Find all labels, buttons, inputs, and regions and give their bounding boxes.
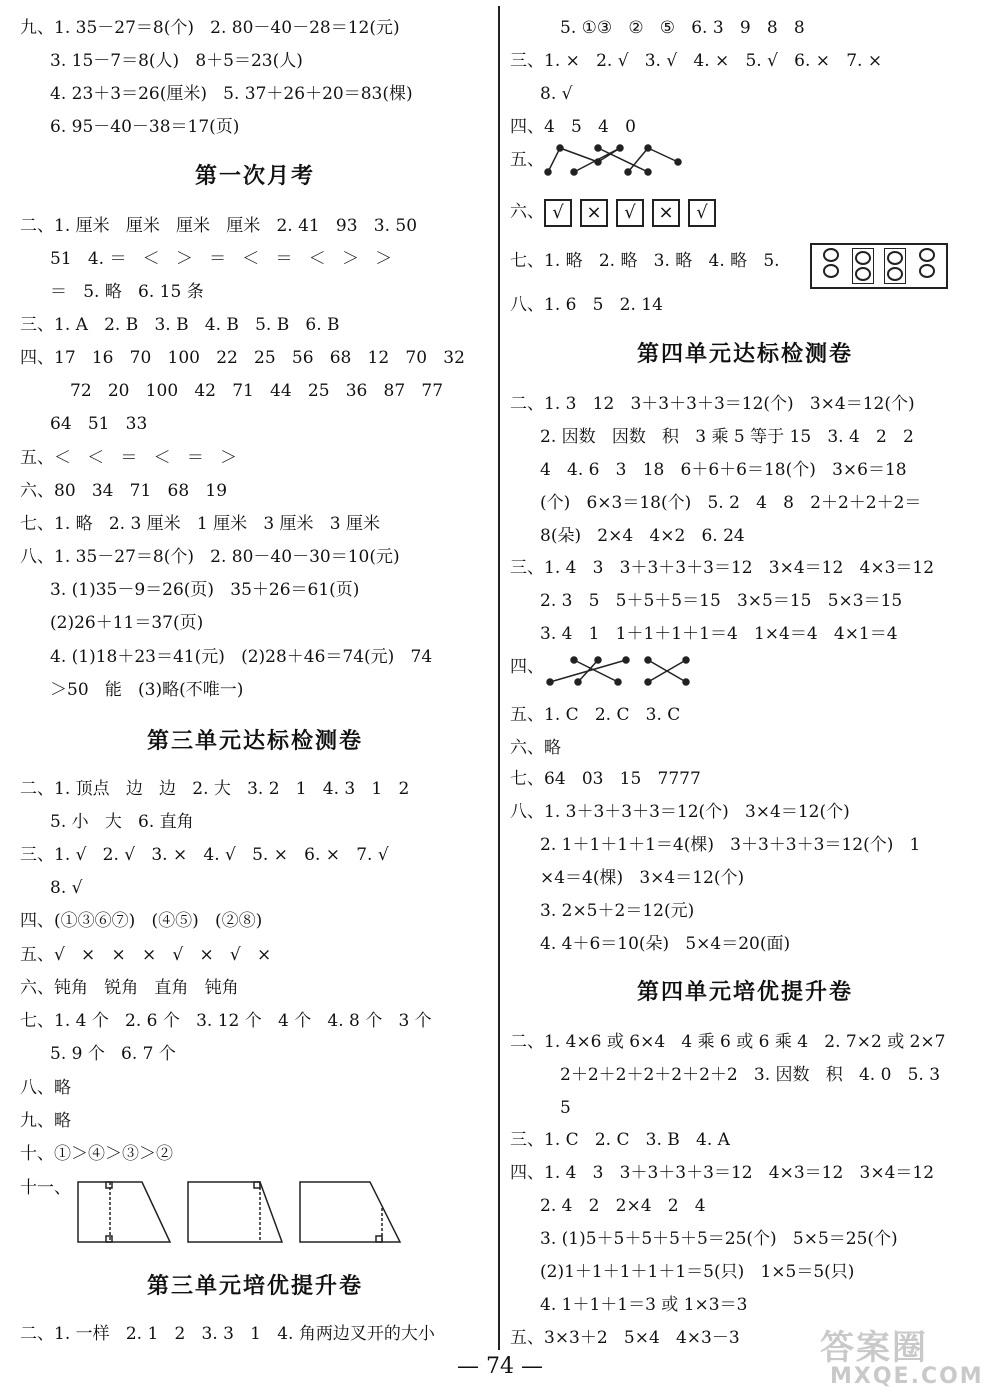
text-line: ＞50 能 (3)略(不唯一) (50, 680, 244, 700)
watermark-title: 答案圈 (820, 1328, 928, 1368)
text-line: ＝ 5. 略 6. 15 条 (50, 282, 204, 302)
bead-column (884, 248, 906, 284)
text-line: 四、4 5 4 0 (510, 117, 636, 137)
text-line: 二、1. 4×6 或 6×4 4 乘 6 或 6 乘 4 2. 7×2 或 2×7 (510, 1032, 946, 1052)
text-line: 四、(①③⑥⑦) (④⑤) (②⑧) (20, 911, 263, 931)
text-line: 2. 1＋1＋1＋1＝4(棵) 3＋3＋3＋3＝12(个) 1 (540, 835, 921, 855)
text-line: 四、1. 4 3 3＋3＋3＋3＝12 4×3＝12 3×4＝12 (510, 1163, 935, 1183)
abacus-figure (810, 243, 948, 289)
text-line: 七、1. 略 2. 略 3. 略 4. 略 5. (510, 251, 780, 271)
text-line: 二、1. 顶点 边 边 2. 大 3. 2 1 4. 3 1 2 (20, 779, 410, 799)
watermark-logo (820, 1320, 990, 1396)
text-line: 3. 15－7＝8(人) 8＋5＝23(人) (50, 51, 303, 71)
text-line: 八、1. 6 5 2. 14 (510, 295, 663, 315)
text-line: 4. (1)18＋23＝41(元) (2)28＋46＝74(元) 74 (50, 647, 433, 667)
text-line: 三、1. × 2. √ 3. √ 4. × 5. √ 6. × 7. × (510, 51, 883, 71)
text-line: 七、1. 略 2. 3 厘米 1 厘米 3 厘米 3 厘米 (20, 514, 380, 534)
text-line: ×4＝4(棵) 3×4＝12(个) (540, 868, 745, 888)
page-number: — 74 — (457, 1354, 543, 1379)
text-line: 2. 因数 因数 积 3 乘 5 等于 15 3. 4 2 2 (540, 427, 914, 447)
answer-box: × (652, 199, 680, 227)
column-divider (498, 6, 500, 1350)
section-heading: 第三单元培优提升卷 (146, 1274, 363, 1299)
text-line: 2. 4 2 2×4 2 4 (540, 1196, 706, 1216)
text-line: 三、1. √ 2. √ 3. × 4. √ 5. × 6. × 7. √ (20, 845, 389, 865)
text-line: 二、1. 3 12 3＋3＋3＋3＝12(个) 3×4＝12(个) (510, 394, 915, 414)
text-line: 4. 1＋1＋1＝3 或 1×3＝3 (540, 1295, 748, 1315)
text-line: 十一、 (20, 1178, 71, 1198)
text-line: 十、①＞④＞③＞② (20, 1144, 173, 1164)
bead-column (820, 248, 842, 284)
answer-box: × (580, 199, 608, 227)
text-line: 5. 9 个 6. 7 个 (50, 1044, 176, 1064)
matching-lines-figure-2 (538, 652, 698, 696)
answer-box: √ (544, 199, 572, 227)
section-heading: 第四单元培优提升卷 (636, 980, 853, 1005)
section-heading: 第四单元达标检测卷 (636, 342, 853, 367)
text-line: 五、√ × × × √ × √ × (20, 945, 272, 965)
check-box-row (544, 199, 716, 227)
bead-column (916, 248, 938, 284)
text-line: 四、 (510, 657, 544, 677)
text-line: 3. (1)5＋5＋5＋5＋5＝25(个) 5×5＝25(个) (540, 1229, 898, 1249)
trapezoid-figures (74, 1178, 414, 1248)
text-line: 九、略 (20, 1111, 71, 1131)
text-line: 8. √ (50, 878, 83, 898)
text-line: 51 4. ＝ ＜ ＞ ＝ ＜ ＝ ＜ ＞ ＞ (50, 249, 393, 269)
section-heading: 第一次月考 (194, 164, 315, 189)
text-line: (2)26＋11＝37(页) (50, 613, 204, 633)
text-line: 8(朵) 2×4 4×2 6. 24 (540, 526, 745, 546)
text-line: (个) 6×3＝18(个) 5. 2 4 8 2＋2＋2＋2＝ (540, 493, 922, 513)
text-line: 4. 23＋3＝26(厘米) 5. 37＋26＋20＝83(棵) (50, 84, 413, 104)
text-line: 2. 3 5 5＋5＋5＝15 3×5＝15 5×3＝15 (540, 591, 903, 611)
text-line: 4. 4＋6＝10(朵) 5×4＝20(面) (540, 934, 791, 954)
text-line: 六、钝角 锐角 直角 钝角 (20, 978, 239, 998)
text-line: 5. 小 大 6. 直角 (50, 812, 194, 832)
text-line: 六、 (510, 202, 544, 222)
text-line: 3. 2×5＋2＝12(元) (540, 901, 695, 921)
trapezoid-shape-3 (300, 1182, 400, 1242)
section-heading: 第三单元达标检测卷 (146, 729, 363, 754)
watermark-url: MXQE.COM (830, 1364, 984, 1389)
text-line: 七、1. 4 个 2. 6 个 3. 12 个 4 个 4. 8 个 3 个 (20, 1011, 432, 1031)
text-line: 64 51 33 (50, 414, 148, 434)
text-line: 三、1. 4 3 3＋3＋3＋3＝12 3×4＝12 4×3＝12 (510, 558, 935, 578)
text-line: 五、 (510, 150, 544, 170)
bead-column (852, 248, 874, 284)
text-line: 六、80 34 71 68 19 (20, 481, 228, 501)
text-line: 八、1. 3＋3＋3＋3＝12(个) 3×4＝12(个) (510, 802, 850, 822)
text-line: (2)1＋1＋1＋1＋1＝5(只) 1×5＝5(只) (540, 1262, 855, 1282)
text-line: 三、1. A 2. B 3. B 4. B 5. B 6. B (20, 315, 340, 335)
text-line: 8. √ (540, 84, 573, 104)
text-line: 3. 4 1 1＋1＋1＋1＝4 1×4＝4 4×1＝4 (540, 624, 898, 644)
text-line: 6. 95－40－38＝17(页) (50, 117, 240, 137)
text-line: 4 4. 6 3 18 6＋6＋6＝18(个) 3×6＝18 (540, 460, 907, 480)
matching-lines-figure-1 (538, 142, 688, 186)
text-line: 八、略 (20, 1078, 71, 1098)
text-line: 二、1. 一样 2. 1 2 3. 3 1 4. 角两边叉开的大小 (20, 1324, 435, 1344)
answer-box: √ (688, 199, 716, 227)
text-line: 五、＜ ＜ ＝ ＜ ＝ ＞ (20, 448, 238, 468)
text-line: 2＋2＋2＋2＋2＋2＋2 3. 因数 积 4. 0 5. 3 (560, 1065, 941, 1085)
trapezoid-shape-1 (78, 1182, 170, 1242)
text-line: 六、略 (510, 738, 561, 758)
text-line: 九、1. 35－27＝8(个) 2. 80－40－28＝12(元) (20, 18, 400, 38)
trapezoid-shape-2 (188, 1182, 282, 1242)
text-line: 五、1. C 2. C 3. C (510, 705, 681, 725)
text-line: 八、1. 35－27＝8(个) 2. 80－40－30＝10(元) (20, 547, 400, 567)
text-line: 五、3×3＋2 5×4 4×3－3 (510, 1328, 740, 1348)
text-line: 5. ①③ ② ⑤ 6. 3 9 8 8 (560, 18, 805, 38)
text-line: 二、1. 厘米 厘米 厘米 厘米 2. 41 93 3. 50 (20, 216, 418, 236)
text-line: 72 20 100 42 71 44 25 36 87 77 (70, 381, 444, 401)
text-line: 四、17 16 70 100 22 25 56 68 12 70 32 (20, 348, 465, 368)
text-line: 七、64 03 15 7777 (510, 769, 701, 789)
text-line: 5 (560, 1098, 571, 1118)
text-line: 3. (1)35－9＝26(页) 35＋26＝61(页) (50, 580, 360, 600)
answer-box: √ (616, 199, 644, 227)
text-line: 三、1. C 2. C 3. B 4. A (510, 1130, 730, 1150)
